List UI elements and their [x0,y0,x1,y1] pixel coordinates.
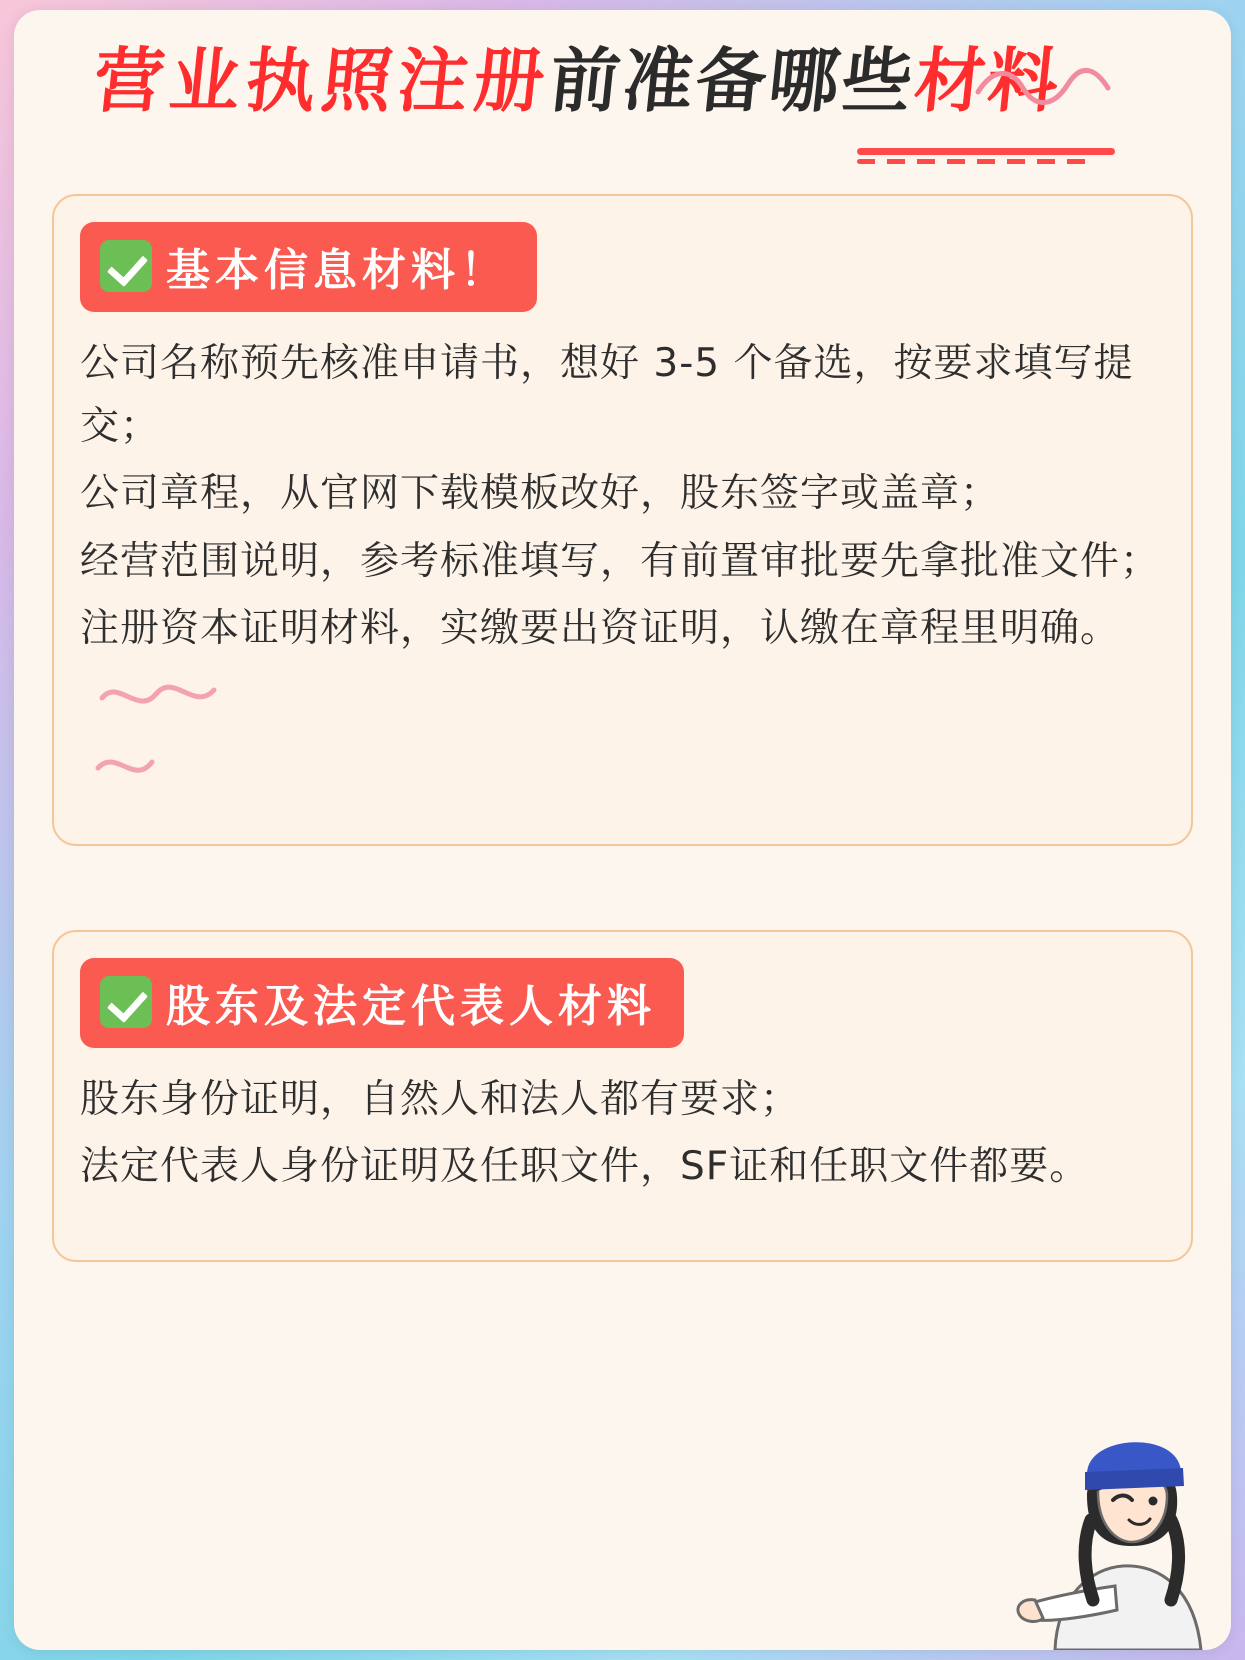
section-banner-shareholder [80,958,684,1048]
girl-with-blue-beanie-avatar [995,1400,1225,1650]
poster-canvas [14,10,1231,1650]
title-block [14,40,1231,156]
green-check-icon [100,240,152,292]
section-banner-label: 基本信息材料！ [166,245,509,296]
body-line: 注册资本证明材料，实缴要出资证明，认缴在章程里明确。 [80,605,1121,651]
section-card-shareholder [52,930,1193,1262]
body-line: 法定代表人身份证明及任职文件，SF证和任职文件都要。 [80,1144,1090,1190]
section-banner-label: 股东及法定代表人材料 [166,981,656,1032]
pink-wave-squiggle-icon-2 [94,676,264,796]
title-underline-decoration [857,148,1115,164]
section-body-shareholder [80,1068,1165,1198]
body-line: 股东身份证明，自然人和法人都有要求； [80,1077,801,1122]
section-body-basic-info [80,332,1165,660]
section-banner-basic-info [80,222,537,312]
green-check-icon [100,976,152,1028]
body-line: 公司章程，从官网下载模板改好，股东签字或盖章； [80,471,1001,517]
section-card-basic-info [52,194,1193,846]
page-title-part-1: 营业执照注册 [89,40,555,122]
page-title [89,40,1066,122]
page-title-part-2: 前准备哪些 [545,40,920,122]
body-line: 公司名称预先核准申请书，想好 3-5 个备选，按要求填写提交； [80,341,1134,450]
page-title-part-3: 材料 [910,40,1066,122]
body-line: 经营范围说明，参考标准填写，有前置审批要先拿批准文件； [80,538,1161,584]
